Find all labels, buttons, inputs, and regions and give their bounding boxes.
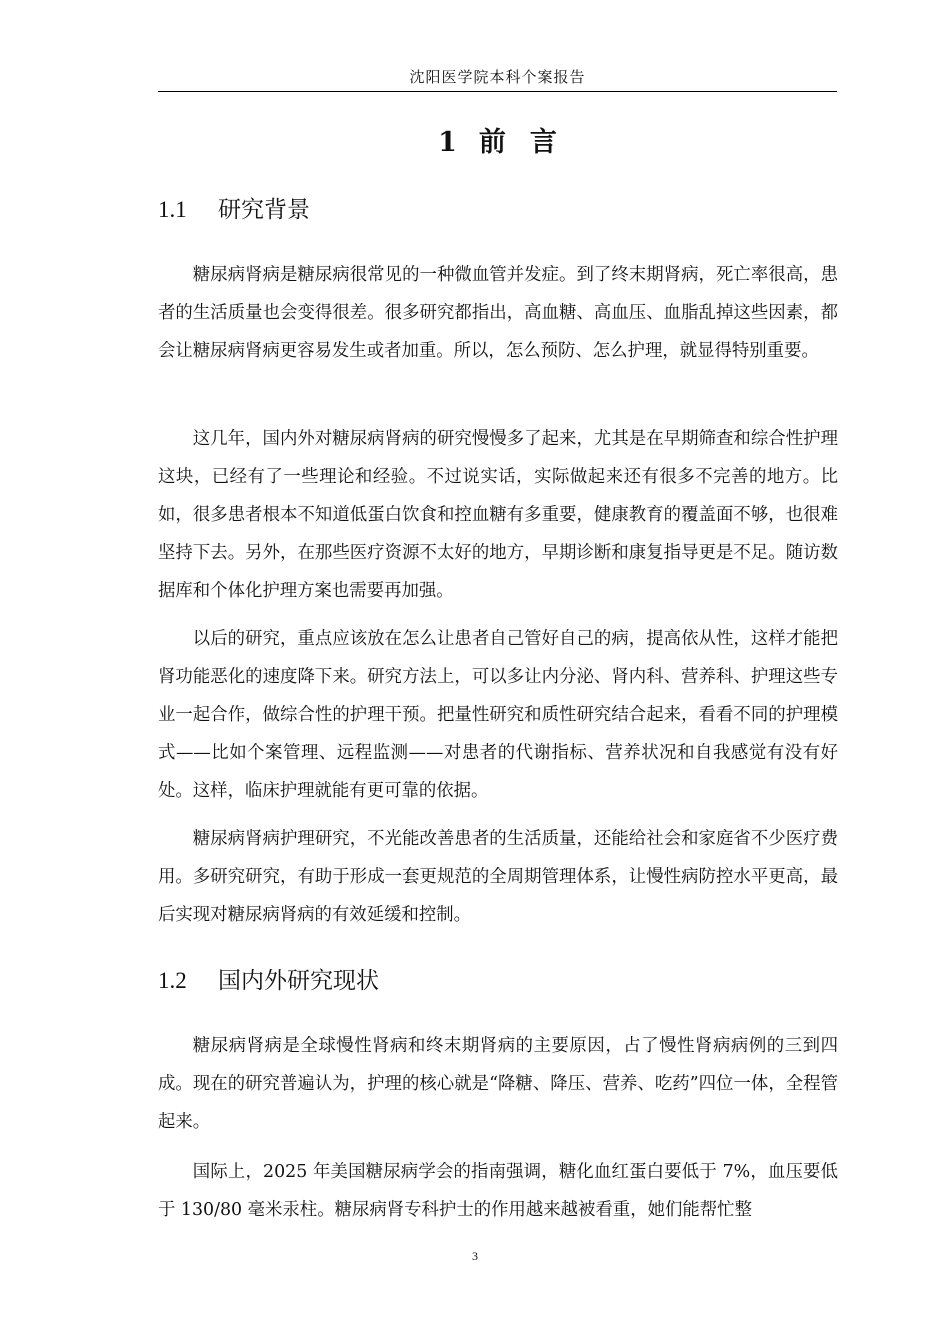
paragraph: 这几年，国内外对糖尿病肾病的研究慢慢多了起来，尤其是在早期筛查和综合性护理这块，已经有了一些理论和经验。不过说实话，实际做起来还有很多不完善的地方。比如，很多患者根本不知道低蛋白饮食和控血糖有多重要，健康教育的覆盖面不够，也很难坚持下去。另外，在那些医疗资源不太好的地方，早期诊断和康复指导更是不足。随访数据库和个体化护理方案也需要再加强。 <box>158 429 838 601</box>
section-title: 国内外研究现状 <box>218 968 379 994</box>
section-number: 1.1 <box>158 197 187 222</box>
section-heading-1-2 <box>158 962 379 995</box>
chapter-title-part1: 前 <box>478 127 506 158</box>
chapter-number: 1 <box>438 127 457 158</box>
paragraph: 以后的研究，重点应该放在怎么让患者自己管好自己的病，提高依从性，这样才能把肾功能恶化的速度降下来。研究方法上，可以多让内分泌、肾内科、营养科、护理这些专业一起合作，做综合性的护理干预。把量性研究和质性研究结合起来，看看不同的护理模式——比如个案管理、远程监测——对患者的代谢指标、营养状况和自我感觉有没有好处。这样，临床护理就能有更可靠的依据。 <box>158 629 838 801</box>
chapter-title <box>158 120 837 159</box>
paragraph: 糖尿病肾病是糖尿病很常见的一种微血管并发症。到了终末期肾病，死亡率很高，患者的生活质量也会变得很差。很多研究都指出，高血糖、高血压、血脂乱掉这些因素，都会让糖尿病肾病更容易发生或者加重。所以，怎么预防、怎么护理，就显得特别重要。 <box>158 265 838 361</box>
chapter-title-part2: 言 <box>529 127 557 158</box>
paragraph: 糖尿病肾病护理研究，不光能改善患者的生活质量，还能给社会和家庭省不少医疗费用。多研究研究，有助于形成一套更规范的全周期管理体系，让慢性病防控水平更高，最后实现对糖尿病肾病的有效延缓和控制。 <box>158 829 838 925</box>
running-header: 沈阳医学院本科个案报告 <box>409 68 586 86</box>
section-heading-1-1 <box>158 191 310 224</box>
section-title: 研究背景 <box>218 197 310 223</box>
paragraph: 国际上，2025 年美国糖尿病学会的指南强调，糖化血红蛋白要低于 7%，血压要低于 130/80 毫米汞柱。糖尿病肾专科护士的作用越来越被看重，她们能帮忙整 <box>158 1162 838 1220</box>
section-number: 1.2 <box>158 968 187 993</box>
page-number: 3 <box>472 1249 478 1263</box>
header-rule <box>158 91 837 92</box>
paragraph: 糖尿病肾病是全球慢性肾病和终末期肾病的主要原因，占了慢性肾病病例的三到四成。现在的研究普遍认为，护理的核心就是“降糖、降压、营养、吃药”四位一体，全程管起来。 <box>158 1036 838 1132</box>
